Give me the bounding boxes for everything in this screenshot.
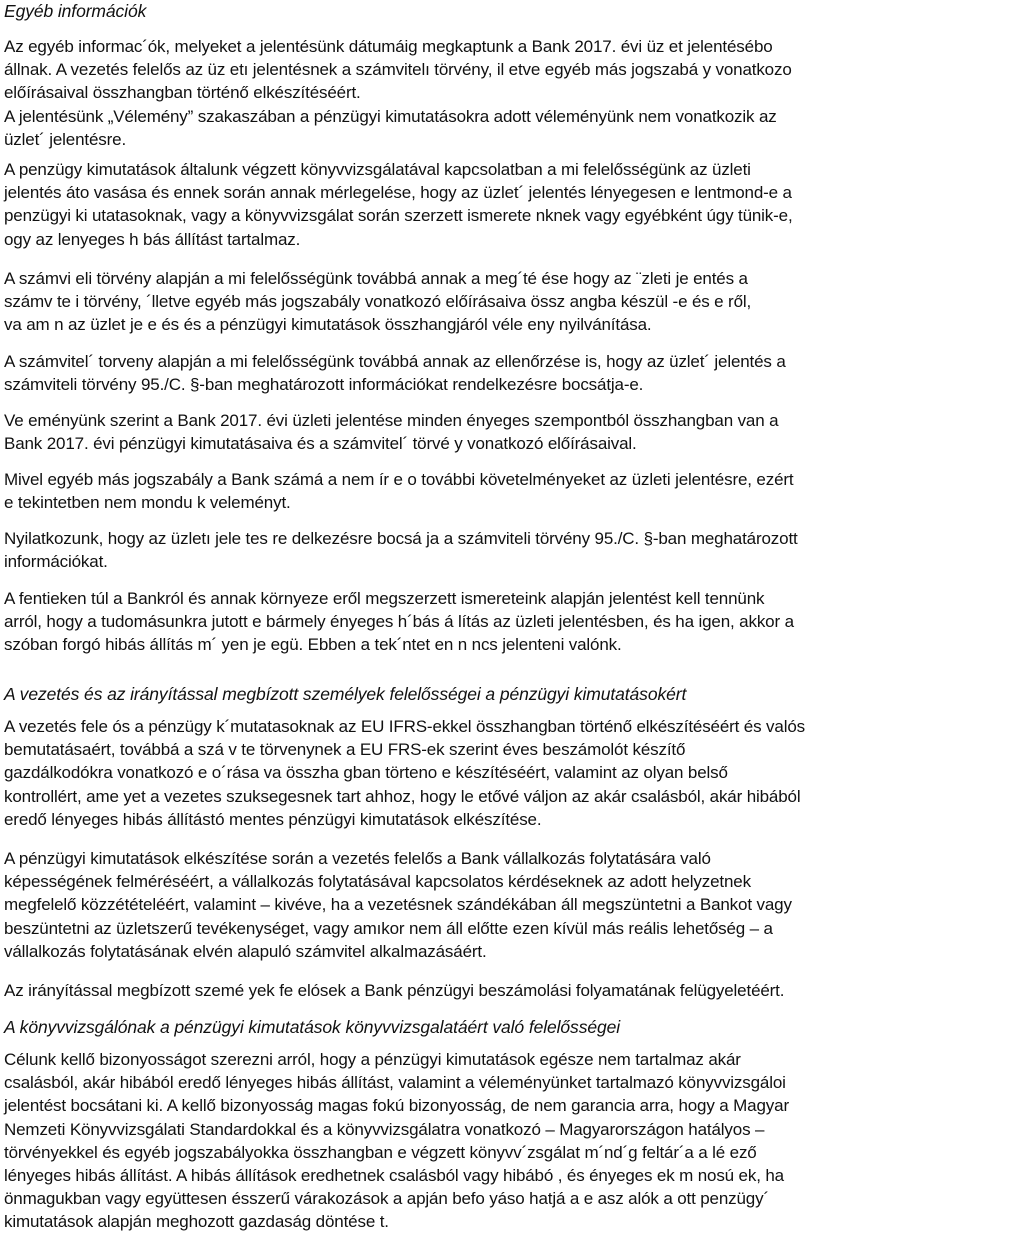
- text-line: képességének felméréséért, a vállalkozás folytatásával kapcsolatos kérdéseknek az adott helyzetnek: [4, 872, 751, 892]
- text-line: számviteli törvény 95./C. §-ban meghatározott információkat rendelkezésre bocsátja-e.: [4, 375, 644, 395]
- text-line: előírásaival összhangban történő elkészítéséért.: [4, 83, 361, 103]
- paragraph: [4, 158, 793, 251]
- text-line: A számvitel´ torveny alapján a mi felelősségünk továbbá annak az ellenőrzése is, hogy az üzlet´ jelentés a: [4, 352, 786, 371]
- text-line: arról, hogy a tudomásunkra jutott e bármely ényeges h´bás á lítás az üzleti jelentésben, és ha igen, akkor a: [4, 612, 794, 632]
- paragraph: [4, 587, 794, 657]
- text-line: ogy az lenyeges h bás állítást tartalmaz.: [4, 229, 301, 249]
- text-line: A pénzügyi kimutatások elkészítése során a vezetés felelős a Bank vállalkozás folytatására való: [4, 849, 711, 868]
- section-heading: [4, 1016, 620, 1039]
- text-line: Bank 2017. évi pénzügyi kimutatásaiva és a számvitel´ törvé y vonatkozó előírásaival.: [4, 434, 637, 454]
- text-line: önmagukban vagy együttesen ésszerű várakozások a apján befo yáso hatjá a e asz alók a ott penzügy´: [4, 1189, 769, 1209]
- text-line: Nemzeti Könyvvizsgálati Standardokkal és a könyvvizsgálatra vonatkozó – Magyarországon hatályos –: [4, 1119, 765, 1139]
- paragraph: [4, 350, 786, 396]
- text-line: állnak. A vezetés felelős az üz etı jelentésnek a számvitelı törvény, il etve egyéb más jogszabá y vonatkozo: [4, 60, 792, 80]
- text-line: jelentést bocsátani ki. A kellő bizonyosság magas fokú bizonyosság, de nem garancia arra, hogy a Magyar: [4, 1096, 789, 1116]
- text-line: csalásból, akár hibából eredő lényeges hibás állítást, valamint a véleményünket tartalmazó könyvvizsgáloi: [4, 1073, 786, 1093]
- text-line: Nyilatkozunk, hogy az üzletı jele tes re delkezésre bocsá ja a számviteli törvény 95./C. §-ban meghatározott: [4, 529, 798, 548]
- text-line: A penzügy kimutatások általunk végzett könyvvizsgálatával kapcsolatban a mi felelősségünk az üzleti: [4, 160, 751, 179]
- text-line: kontrollért, ame yet a vezetes szuksegesnek tart ahhoz, hogy le etővé váljon az akár csalásból, akár hibából: [4, 786, 801, 806]
- text-line: A vezetés és az irányítással megbízott személyek felelősségei a pénzügyi kimutatásokért: [4, 684, 687, 704]
- text-line: va am n az üzlet je e és és a pénzügyi kimutatások összhangjáról véle eny nyilvánítása.: [4, 315, 652, 335]
- paragraph: [4, 715, 805, 831]
- paragraph: [4, 1048, 789, 1234]
- text-line: Ve eményünk szerint a Bank 2017. évi üzleti jelentése minden ényeges szempontból összhangban van a: [4, 411, 779, 430]
- text-line: számv te i törvény, ´lletve egyéb más jogszabály vonatkozó előírásaiva össz angba készül -e és e ről,: [4, 292, 752, 312]
- text-line: A könyvvizsgálónak a pénzügyi kimutatások könyvvizsgalatáért való felelősségei: [4, 1017, 621, 1037]
- paragraph: [4, 979, 784, 1002]
- text-line: e tekintetben nem mondu k veleményt.: [4, 493, 291, 513]
- paragraph: [4, 35, 792, 151]
- text-line: A vezetés fele ós a pénzügy k´mutatasoknak az EU IFRS-ekkel összhangban történő elkészítéséért és valós: [4, 717, 805, 736]
- text-line: Az egyéb informac´ók, melyeket a jelentésünk dátumáig megkaptunk a Bank 2017. évi üz et jelentésébo: [4, 37, 773, 56]
- text-line: A jelentésünk „Vélemény” szakaszában a pénzügyi kimutatásokra adott véleményünk nem vonatkozik az: [4, 106, 777, 126]
- text-line: üzlet´ jelentésre.: [4, 129, 127, 149]
- text-line: A számvi eli törvény alapján a mi felelősségünk továbbá annak a meg´té ése hogy az ¨zleti je entés a: [4, 269, 748, 288]
- text-line: Egyéb információk: [4, 1, 147, 21]
- paragraph: [4, 468, 793, 514]
- text-line: A fentieken túl a Bankról és annak környeze eről megszerzett ismereteink alapján jelentést kell tennünk: [4, 589, 765, 608]
- text-line: gazdálkodókra vonatkozó e o´rása va összha gban törteno e készítéséért, valamint az olyan belső: [4, 763, 728, 783]
- text-line: jelentés áto vasása és ennek során annak mérlegelése, hogy az üzlet´ jelentés lényegesen e lentmond-e a: [4, 183, 792, 203]
- section-heading: [4, 0, 146, 23]
- text-line: információkat.: [4, 552, 108, 572]
- text-line: bemutatásaért, továbbá a szá v te törvenynek a EU FRS-ek szerint éves beszámolót készítő: [4, 740, 686, 760]
- text-line: lényeges hibás állítást. A hibás állítások eredhetnek csalásból vagy hibábó , és ényeges ek m nosú ek, ha: [4, 1166, 784, 1186]
- text-line: szóban forgó hibás állítás m´ yen je egü. Ebben a tek´ntet en n ncs jelenteni valónk.: [4, 635, 622, 655]
- text-line: penzügyi ki utatasoknak, vagy a könyvvizsgálat során szerzett ismerete nknek vagy egyébként úgy tünik-e,: [4, 206, 793, 226]
- paragraph: [4, 527, 798, 573]
- text-line: vállalkozás folytatásának elvén alapuló számvitel alkalmazásáért.: [4, 941, 487, 961]
- text-line: Célunk kellő bizonyosságot szerezni arról, hogy a pénzügyi kimutatások egésze nem tartalmaz akár: [4, 1050, 741, 1069]
- text-line: törvényekkel és egyéb jogszabályokka összhangban e végzett könyvv´zsgálat m´nd´g feltár´a a lé ező: [4, 1142, 757, 1162]
- paragraph: [4, 847, 792, 963]
- text-line: beszüntetni az üzletszerű tevékenységet, vagy amıkor nem áll előtte ezen kívül más reális lehetőség – a: [4, 918, 773, 938]
- text-line: kimutatások alapján meghozott gazdaság döntése t.: [4, 1212, 389, 1232]
- text-line: eredő lényeges hibás állítástó mentes pénzügyi kimutatások elkészítése.: [4, 809, 542, 829]
- paragraph: [4, 409, 778, 455]
- text-line: megfelelő közzétételéért, valamint – kivéve, ha a vezetésnek szándékában áll megszüntetni a Bankot vagy: [4, 895, 792, 915]
- text-line: Mivel egyéb más jogszabály a Bank számá a nem ír e o további követelményeket az üzleti jelentésre, ezért: [4, 470, 794, 489]
- paragraph: [4, 267, 751, 337]
- section-heading: [4, 683, 686, 706]
- text-line: Az irányítással megbízott szemé yek fe elósek a Bank pénzügyi beszámolási folyamatának felügyeletéért.: [4, 981, 785, 1000]
